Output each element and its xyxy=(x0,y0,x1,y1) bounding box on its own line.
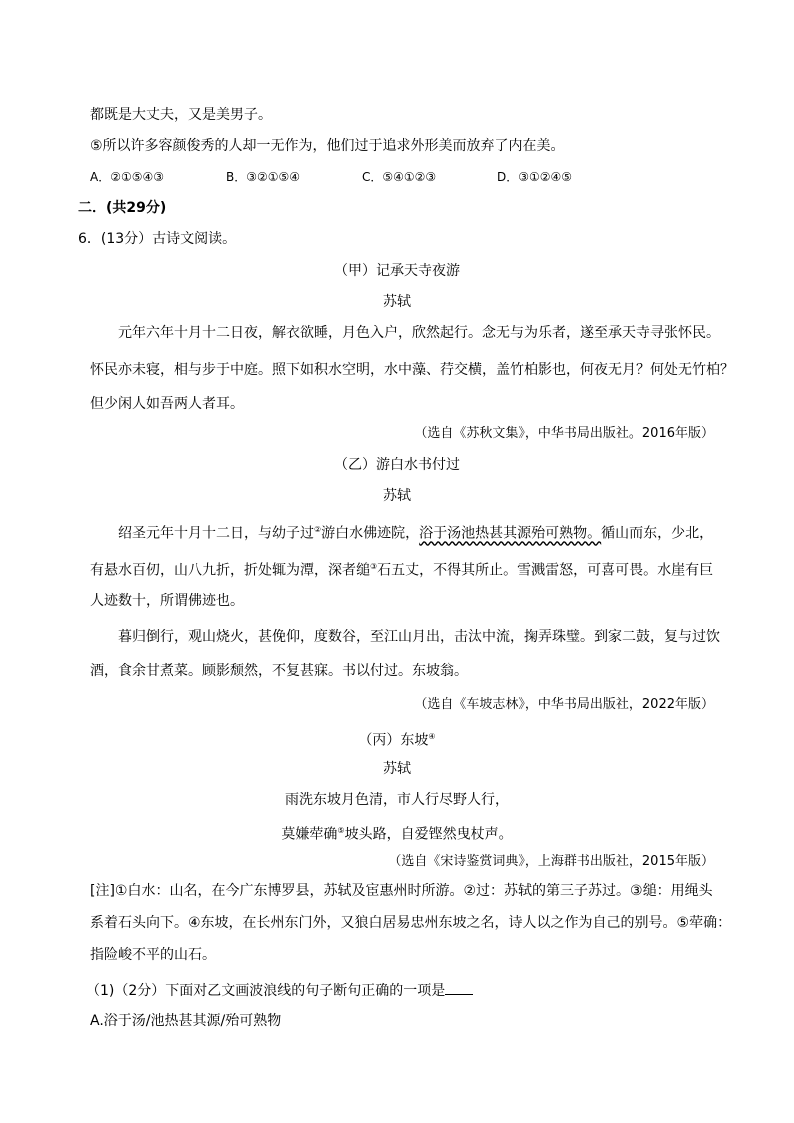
poem-line-2 xyxy=(0,822,794,844)
poem-line2-start: 莫嫌荦确 xyxy=(281,826,338,843)
text-bing-author: 苏轼 xyxy=(383,761,411,777)
text-jia-source: （选自《苏秋文集》，中华书局出版社。2016年版） xyxy=(414,426,714,441)
sub-question-1-text: （1)（2分）下面对乙文画波浪线的句子断句正确的一项是 xyxy=(86,983,446,999)
sub-question-1-option-a: A.浴于汤/池热甚其源/殆可熟物 xyxy=(90,1013,282,1029)
yi-p1-line2-start: 有悬水百仞，山八九折，折处辄为潭，深者缒 xyxy=(90,562,370,579)
notes-line-3: 指险峻不平的山石。 xyxy=(90,947,216,963)
wavy-underlined-sentence: 浴于汤池热甚其源殆可熟物。 xyxy=(419,525,602,542)
poem-line-1: 雨洗东坡月色清，市人行尽野人行， xyxy=(285,792,509,808)
note-4-marker: ④ xyxy=(428,732,436,741)
text-yi-source: （选自《车坡志林》，中华书局出版社，2022年版） xyxy=(414,697,714,712)
notes-line-1: [注]①白水：山名，在今广东博罗县，苏轼及宦惠州时所游。②过：苏轼的第三子苏过。③缒：用绳头 xyxy=(90,883,713,899)
text-yi-title: （乙）游白水书付过 xyxy=(334,457,460,473)
text-yi-author: 苏轼 xyxy=(383,488,411,504)
notes-line-2: 系着石头向下。④东坡，在长州东门外，又狼白居易忠州东坡之名，诗人以之作为自己的别号。⑤荦确： xyxy=(90,915,732,931)
note-5-marker: ⑤ xyxy=(337,826,345,835)
answer-blank[interactable] xyxy=(445,980,473,995)
yi-p1-line1-start: 绍圣元年十月十二日，与幼子过 xyxy=(118,525,314,542)
yi-p1-line2-end: 石五丈，不得其所止。雪溅雷怒，可喜可畏。水崖有巨 xyxy=(377,562,714,579)
option-c: C．⑤④①②③ xyxy=(362,170,437,184)
text-bing-source: （选自《宋诗鉴赏词典》，上海群书出版社，2015年版） xyxy=(388,854,714,869)
text-yi-p1-line-3: 人迹数十，所谓佛迹也。 xyxy=(90,593,244,609)
note-2-marker: ② xyxy=(314,525,322,534)
text-yi-p1-line-2 xyxy=(90,558,713,580)
yi-p1-line1-mid: 游白水佛迹院， xyxy=(321,525,420,542)
option-d: D．③①②④⑤ xyxy=(497,170,573,184)
text-jia-line-1: 元年六年十月十二日夜，解衣欲睡，月色入户，欣然起行。念无与为乐者，遂至承天寺寻张怀民。 xyxy=(118,325,720,341)
text-jia-line-2: 怀民亦未寝，相与步于中庭。照下如积水空明，水中藻、荇交横，盖竹柏影也，何夜无月？何处无竹柏？ xyxy=(90,362,734,378)
text-jia-title: （甲）记承天寺夜游 xyxy=(334,263,460,279)
text-yi-p1-line-1 xyxy=(118,521,713,543)
question-6-header: 6．(13分）古诗文阅读。 xyxy=(78,231,237,247)
text-bing-title xyxy=(0,728,794,750)
section-title: 二．(共29分) xyxy=(78,200,167,216)
poem-line2-end: 坡头路，自爱铿然曳杖声。 xyxy=(344,826,513,843)
prev-question-line-1: 都既是大丈夫，又是美男子。 xyxy=(90,107,272,123)
bing-title-text: （丙）东坡 xyxy=(358,732,429,749)
sub-question-1 xyxy=(86,980,473,1000)
prev-question-line-2: ⑤所以许多容颜俊秀的人却一无作为，他们过于追求外形美而放弃了内在美。 xyxy=(90,138,565,154)
text-yi-p2-line-1: 暮归倒行，观山烧火，甚俛仰，度数谷，至江山月出，击汰中流，掬弄珠璧。到家二鼓，复与过饮 xyxy=(118,629,720,645)
text-jia-line-3: 但少闲人如吾两人者耳。 xyxy=(90,396,244,412)
note-3-marker: ③ xyxy=(370,562,378,571)
yi-p1-line1-end: 循山而东，少北， xyxy=(601,525,714,542)
text-yi-p2-line-2: 酒，食余甘煮菜。顾影颓然，不复甚寐。书以付过。东坡翁。 xyxy=(90,663,468,679)
option-b: B．③②①⑤④ xyxy=(226,170,301,184)
option-a: A．②①⑤④③ xyxy=(90,170,164,184)
text-jia-author: 苏轼 xyxy=(383,294,411,310)
